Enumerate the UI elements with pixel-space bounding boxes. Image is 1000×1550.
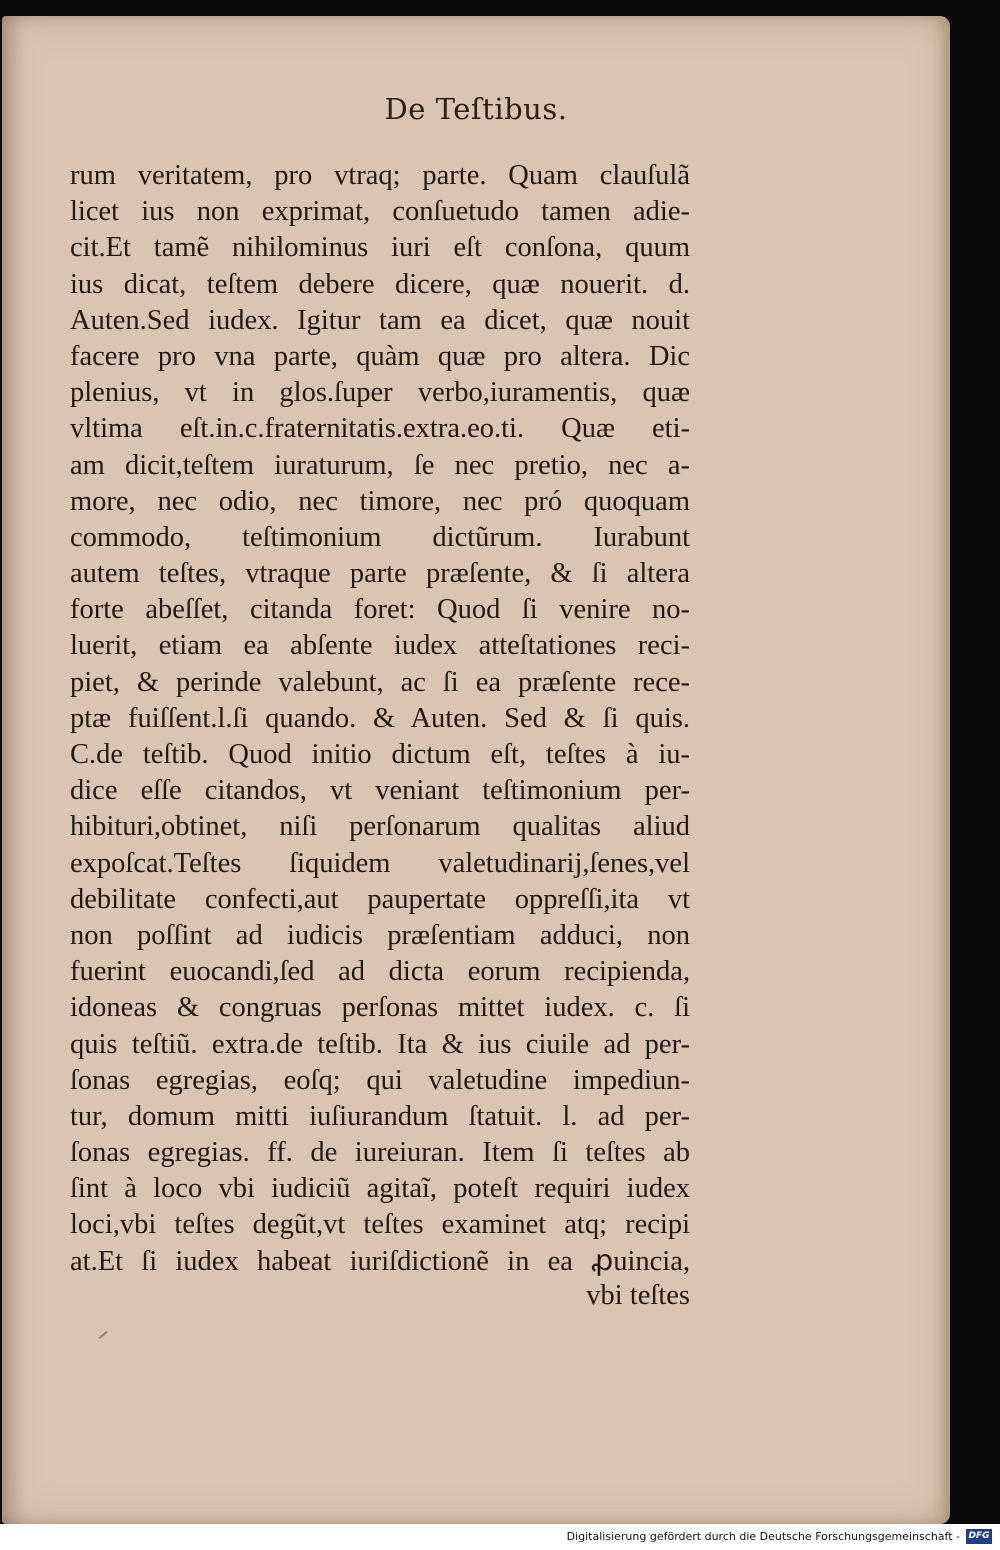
text-line: ſint à loco vbi iudiciũ agitaĩ, poteſt requiri iudex xyxy=(70,1173,690,1205)
dfg-logo: DFG xyxy=(966,1529,992,1544)
text-line: am dicit,teſtem iuraturum, ſe nec pretio, nec a- xyxy=(70,449,690,481)
text-line: expoſcat.Teſtes ſiquidem valetudinarij,ſenes,vel xyxy=(70,847,690,879)
text-line: autem teſtes, vtraque parte præſente, & ſi altera xyxy=(70,558,690,590)
text-line: Auten.Sed iudex. Igitur tam ea dicet, quæ nouit xyxy=(70,304,690,336)
funding-credit: Digitalisierung gefördert durch die Deutsche Forschungsgemeinschaft - xyxy=(566,1530,960,1543)
paper-mark xyxy=(99,1331,108,1339)
text-line: tur, domum mitti iuſiurandum ſtatuit. l. ad per- xyxy=(70,1100,690,1132)
text-line: commodo, teſtimonium dictũrum. Iurabunt xyxy=(70,521,690,553)
footer-bar xyxy=(0,1524,1000,1550)
text-line: rum veritatem, pro vtraq; parte. Quam clauſulã xyxy=(70,160,690,191)
text-line: ptæ fuiſſent.l.ſi quando. & Auten. Sed & ſi quis. xyxy=(70,702,690,734)
text-line: ſonas egregias, eoſq; qui valetudine impediun- xyxy=(70,1064,690,1096)
text-line: quis teſtiũ. extra.de teſtib. Ita & ius ciuile ad per- xyxy=(70,1028,690,1060)
text-line: ſonas egregias. ff. de iureiuran. Item ſi teſtes ab xyxy=(70,1137,690,1169)
text-line: licet ius non exprimat, conſuetudo tamen adie- xyxy=(70,196,690,228)
text-line: idoneas & congruas perſonas mittet iudex. c. ſi xyxy=(70,992,690,1024)
text-line: debilitate confecti,aut paupertate oppreſſi,ita vt xyxy=(70,883,690,915)
text-line: vltima eſt.in.c.fraternitatis.extra.eo.ti. Quæ eti- xyxy=(70,413,690,445)
text-line: C.de teſtib. Quod initio dictum eſt, teſtes à iu- xyxy=(70,739,690,770)
text-line: luerit, etiam ea abſente iudex atteſtationes reci- xyxy=(70,630,690,662)
text-line: facere pro vna parte, quàm quæ pro altera. Dic xyxy=(70,340,690,372)
text-line: more, nec odio, nec timore, nec pró quoquam xyxy=(70,485,690,517)
running-head: De Teſtibus. xyxy=(384,92,568,126)
text-line: cit.Et tamẽ nihilominus iuri eſt conſona, quum xyxy=(70,232,690,264)
text-line: ius dicat, teſtem debere dicere, quæ nouerit. d. xyxy=(70,268,690,300)
book-page xyxy=(2,16,950,1524)
text-line: loci,vbi teſtes degũt,vt teſtes examinet atq; recipi xyxy=(70,1209,690,1241)
catchword: vbi teſtes xyxy=(586,1280,690,1311)
text-line: at.Et ſi iudex habeat iuriſdictionẽ in ea ꝓuincia, xyxy=(70,1245,690,1277)
text-line: non poſſint ad iudicis præſentiam adduci, non xyxy=(70,919,690,951)
text-line: forte abeſſet, citanda foret: Quod ſi venire no- xyxy=(70,594,690,626)
text-line: piet, & perinde valebunt, ac ſi ea præſente rece- xyxy=(70,666,690,698)
text-block xyxy=(70,158,690,1280)
text-line: fuerint euocandi,ſed ad dicta eorum recipienda, xyxy=(70,956,690,988)
text-line: plenius, vt in glos.ſuper verbo,iuramentis, quæ xyxy=(70,377,690,409)
text-line: dice eſſe citandos, vt veniant teſtimonium per- xyxy=(70,775,690,807)
text-line: hibituri,obtinet, niſi perſonarum qualitas aliud xyxy=(70,811,690,843)
